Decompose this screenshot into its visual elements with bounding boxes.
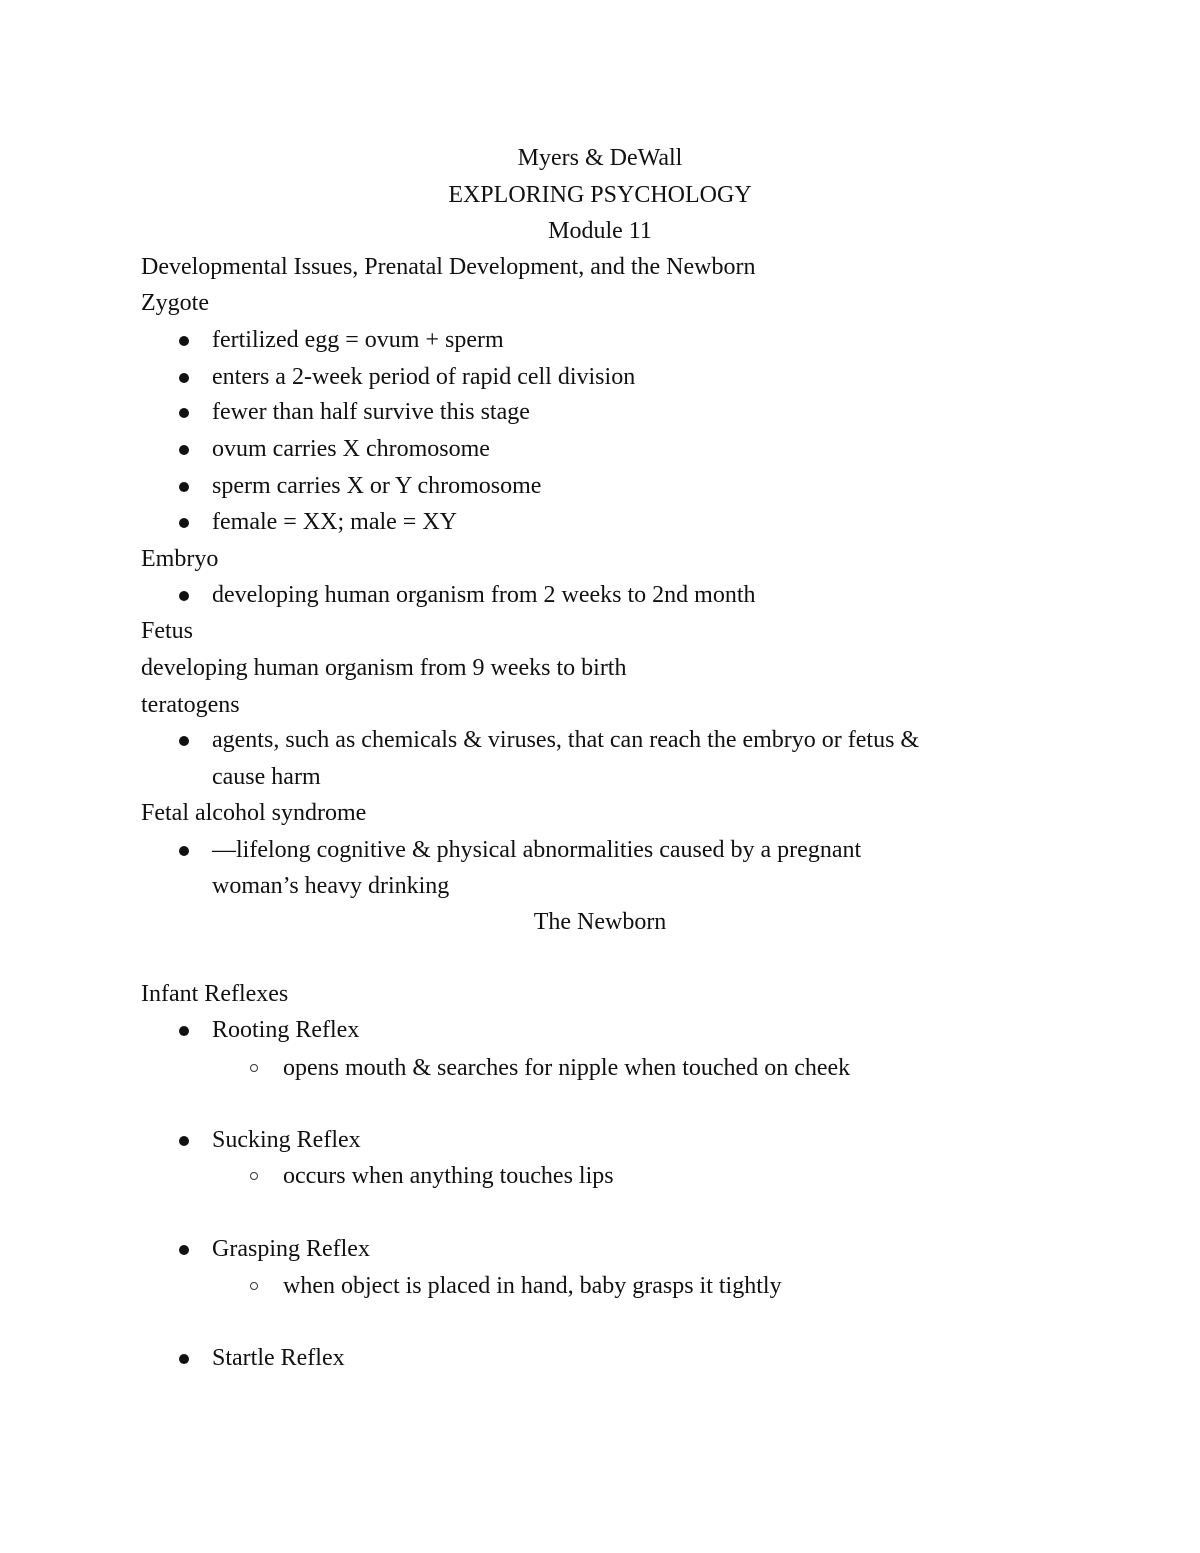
newborn-title: The Newborn bbox=[533, 909, 667, 935]
bullet-icon bbox=[179, 1136, 189, 1146]
zygote-item: enters a 2-week period of rapid cell division bbox=[212, 364, 636, 390]
bullet-icon bbox=[179, 1354, 189, 1364]
reflex-name: Startle Reflex bbox=[212, 1345, 345, 1371]
authors: Myers & DeWall bbox=[517, 145, 683, 171]
bullet-icon bbox=[179, 736, 189, 746]
teratogens-item-line: cause harm bbox=[212, 764, 321, 790]
teratogens-heading: teratogens bbox=[141, 692, 240, 718]
zygote-heading: Zygote bbox=[141, 290, 209, 316]
embryo-item: developing human organism from 2 weeks to 2nd month bbox=[212, 582, 756, 608]
reflex-name: Rooting Reflex bbox=[212, 1017, 360, 1043]
zygote-item: female = XX; male = XY bbox=[212, 509, 457, 535]
hollow-bullet-icon bbox=[250, 1172, 258, 1180]
bullet-icon bbox=[179, 445, 189, 455]
zygote-item: ovum carries X chromosome bbox=[212, 436, 490, 462]
bullet-icon bbox=[179, 336, 189, 346]
bullet-icon bbox=[179, 373, 189, 383]
bullet-icon bbox=[179, 846, 189, 856]
fetus-text: developing human organism from 9 weeks to birth bbox=[141, 655, 627, 681]
reflexes-heading: Infant Reflexes bbox=[141, 981, 289, 1007]
bullet-icon bbox=[179, 1026, 189, 1036]
zygote-item: fertilized egg = ovum + sperm bbox=[212, 327, 504, 353]
reflex-name: Sucking Reflex bbox=[212, 1127, 361, 1153]
embryo-heading: Embryo bbox=[141, 546, 219, 572]
bullet-icon bbox=[179, 482, 189, 492]
reflex-detail: occurs when anything touches lips bbox=[283, 1163, 614, 1189]
module-title: Module 11 bbox=[548, 218, 652, 244]
fetus-heading: Fetus bbox=[141, 618, 194, 644]
bullet-icon bbox=[179, 518, 189, 528]
hollow-bullet-icon bbox=[250, 1064, 258, 1072]
bullet-icon bbox=[179, 408, 189, 418]
reflex-name: Grasping Reflex bbox=[212, 1236, 370, 1262]
fas-item-line: woman’s heavy drinking bbox=[212, 873, 450, 899]
zygote-item: fewer than half survive this stage bbox=[212, 399, 530, 425]
zygote-item: sperm carries X or Y chromosome bbox=[212, 473, 542, 499]
fas-heading: Fetal alcohol syndrome bbox=[141, 800, 367, 826]
teratogens-item-line: agents, such as chemicals & viruses, that can reach the embryo or fetus & bbox=[212, 727, 920, 753]
fas-item-line: —lifelong cognitive & physical abnormalities caused by a pregnant bbox=[212, 837, 862, 863]
reflex-detail: when object is placed in hand, baby grasps it tightly bbox=[283, 1273, 782, 1299]
hollow-bullet-icon bbox=[250, 1282, 258, 1290]
reflex-detail: opens mouth & searches for nipple when touched on cheek bbox=[283, 1055, 851, 1081]
bullet-icon bbox=[179, 1245, 189, 1255]
bullet-icon bbox=[179, 591, 189, 601]
section-title: Developmental Issues, Prenatal Development, and the Newborn bbox=[141, 254, 756, 280]
book-title: EXPLORING PSYCHOLOGY bbox=[448, 182, 752, 208]
